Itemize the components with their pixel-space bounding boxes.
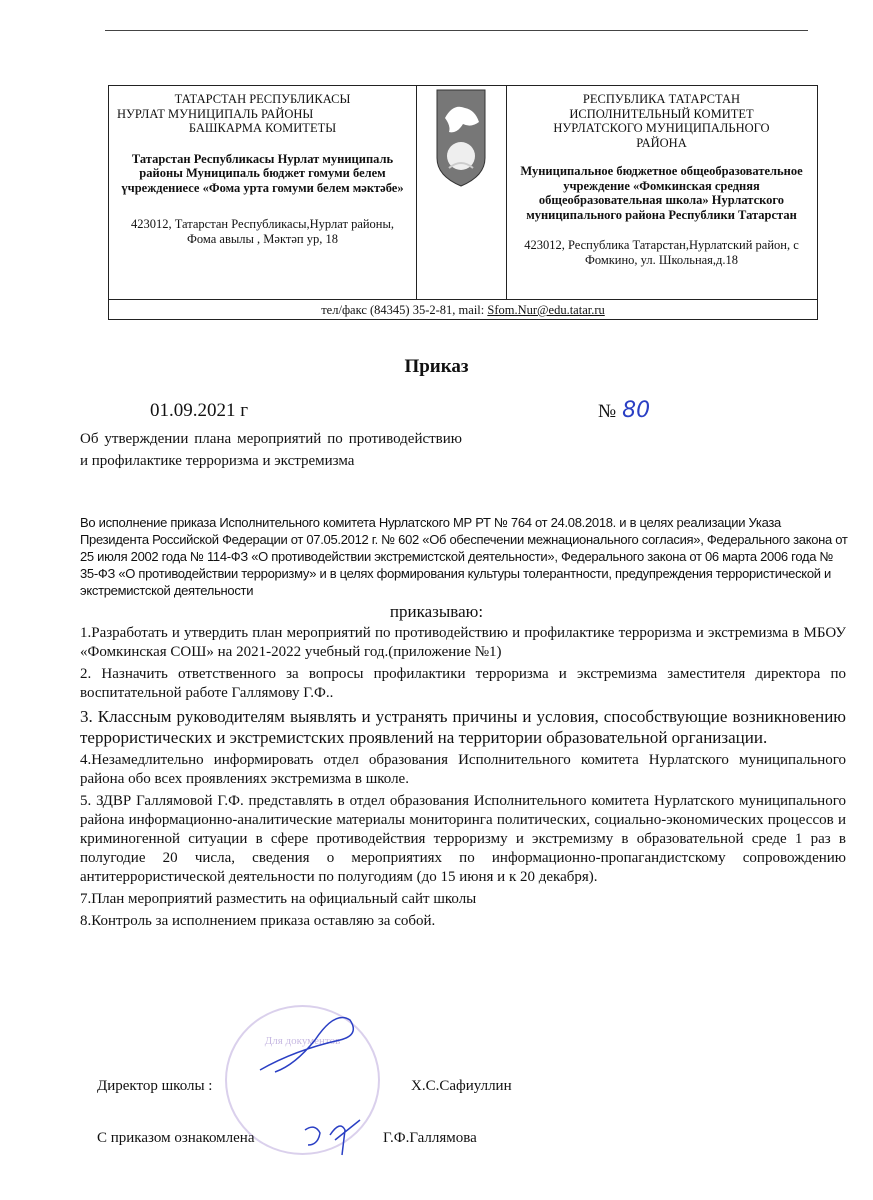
ru-line-2: ИСПОЛНИТЕЛЬНЫЙ КОМИТЕТ (569, 106, 754, 121)
coat-of-arms-icon (435, 88, 487, 188)
letterhead-emblem-cell (416, 86, 507, 299)
tatar-line-2: НУРЛАТ МУНИЦИПАЛЬ РАЙОНЫ (117, 106, 314, 121)
order-item: 5. ЗДВР Галлямовой Г.Ф. представлять в отдел образования Исполнительного комитета Нурлатского муниципального района информационно-аналитические материалы мониторинга политических, социально-экономических процессов и криминогенной ситуации в сфере противодействия терроризму и экстремизму в образовательной среде 1 раз в полугодие 20 числа, сведения о мероприятиях по информационно-пропагандистскому сопровождению антитеррористической деятельности по полугодиям (до 15 июня и к 20 декабря). (80, 793, 846, 885)
contacts-row (109, 299, 817, 320)
ru-line-4: РАЙОНА (636, 135, 687, 150)
order-item: 8.Контроль за исполнением приказа оставляю за собой. (80, 913, 436, 929)
tatar-address: 423012, Татарстан Республикасы,Нурлат районы, Фома авылы , Мәктәп ур, 18 (130, 217, 395, 246)
order-item: 3. Классным руководителям выявлять и устранять причины и условия, способствующие возникновению террористических и экстремистских проявлений на территории образовательной организации. (80, 707, 846, 747)
director-signature-icon (255, 1010, 365, 1080)
order-word: приказываю: (389, 602, 484, 621)
stamp-text: Для документов (264, 1035, 341, 1047)
acknowledged-name: Г.Ф.Галлямова (383, 1130, 477, 1146)
contacts-phone: тел/факс (84345) 35-2-81, mail: (321, 303, 488, 317)
order-subject: Об утверждении плана мероприятий по противодействию и профилактике терроризма и экстремизма (80, 431, 462, 469)
email-link[interactable]: Sfom.Nur@edu.tatar.ru (487, 303, 605, 317)
order-number (598, 398, 650, 423)
tatar-org: Татарстан Республикасы Нурлат муниципаль районы Муниципаль бюджет гомуми белем үчреждениесе «Фома урта гомуми белем мәктәбе» (121, 151, 404, 195)
order-item: 7.План мероприятий разместить на официальный сайт школы (80, 891, 477, 907)
ru-org: Муниципальное бюджетное общеобразовательное учреждение «Фомкинская средняя общеобразовательная школа» Нурлатского муниципального района Республики Татарстан (520, 164, 803, 222)
acknowledgement-signature-icon (300, 1115, 370, 1160)
order-items (80, 624, 846, 934)
tatar-line-1: ТАТАРСТАН РЕСПУБЛИКАСЫ (174, 92, 351, 106)
preamble: Во исполнение приказа Исполнительного комитета Нурлатского МР РТ № 764 от 24.08.2018. и в целях реализации Указа Президента Российской Федерации от 07.05.2012 г. № 602 «Об обеспечении межнационального согласия», Федерального закона от 25 июля 2002 года № 114-ФЗ «О противодействии экстремистской деятельности», Федерального закона от 06 марта 2006 года № 35-ФЗ «О противодействии терроризму» и в целях формирования культуры толерантности, предупреждения террористической и экстремистской деятельности (80, 515, 848, 598)
director-name: Х.С.Сафиуллин (411, 1078, 512, 1094)
number-label: № (598, 401, 617, 422)
order-item: 4.Незамедлительно информировать отдел образования Исполнительного комитета Нурлатского муниципального района обо всех проявлениях экстремизма в школе. (80, 752, 846, 787)
order-item: 2. Назначить ответственного за вопросы профилактики терроризма и экстремизма заместителя директора по воспитательной работе Галлямову Г.Ф.. (80, 666, 846, 701)
document-title: Приказ (404, 356, 469, 377)
order-date: 01.09.2021 г (150, 400, 249, 421)
letterhead-tatar (109, 86, 417, 299)
tatar-line-3: БАШКАРМА КОМИТЕТЫ (188, 121, 337, 135)
letterhead (108, 85, 818, 320)
top-rule (105, 30, 808, 31)
ru-line-1: РЕСПУБЛИКА ТАТАРСТАН (582, 92, 741, 106)
ru-line-3: НУРЛАТСКОГО МУНИЦИПАЛЬНОГО (553, 121, 770, 135)
director-label: Директор школы : (97, 1078, 213, 1094)
order-item: 1.Разработать и утвердить план мероприятий по противодействию и профилактике терроризма и экстремизма в МБОУ «Фомкинская СОШ» на 2021-2022 учебный год.(приложение №1) (80, 625, 846, 660)
handwritten-number: 80 (622, 398, 651, 423)
acknowledged-label: С приказом ознакомлена (97, 1130, 255, 1146)
letterhead-russian (506, 86, 817, 299)
ru-address: 423012, Республика Татарстан,Нурлатский район, с Фомкино, ул. Школьная,д.18 (524, 238, 799, 267)
